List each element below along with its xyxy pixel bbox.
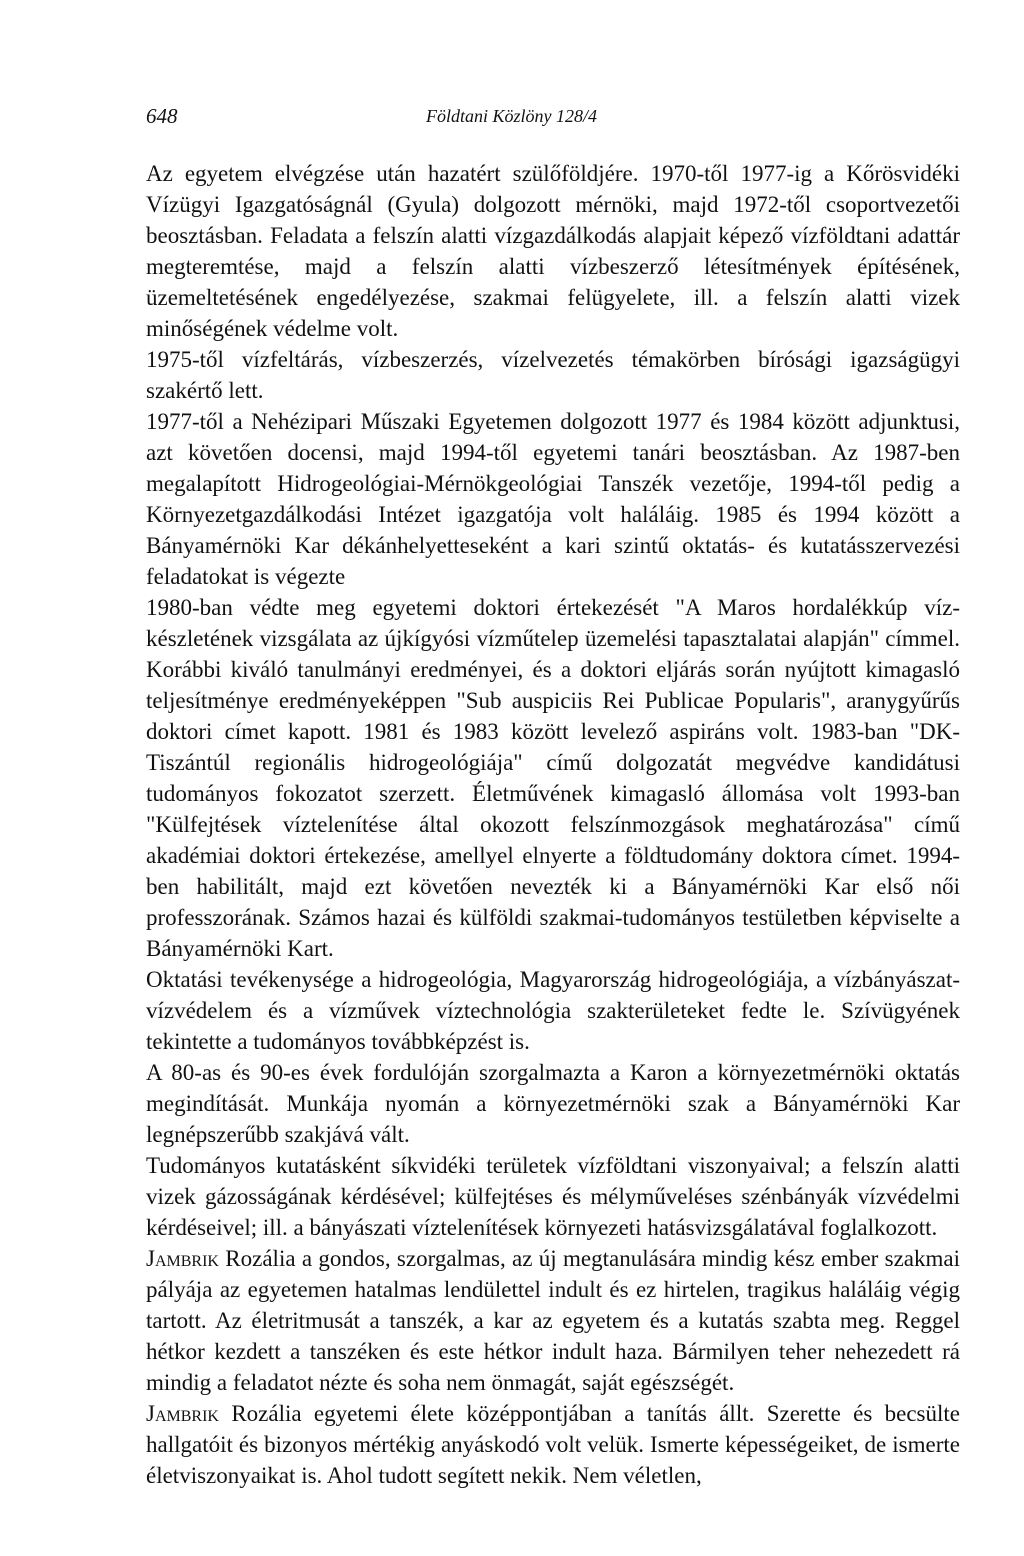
paragraph: Oktatási tevékenysége a hidrogeológia, Magyarország hidrogeológiája, a vízbányászat-vízvédelem és a vízművek víztechnológia szakterületeket fedte le. Szívügyének tekintette a tudományos továbbképzést is. [146,967,960,1054]
paragraph: 1975-től vízfeltárás, vízbeszerzés, vízelvezetés témakörben bírósági igazságügyi szakértő lett. [146,347,960,403]
document-page [146,104,960,1491]
page-number: 648 [146,104,178,128]
paragraph-text: Rozália egyetemi élete középpontjában a tanítás állt. Szerette és becsülte hallgatóit és bizonyos mértékig anyáskodó volt velük. Ismerte képességeiket, de ismerte életviszonyaikat is. Ahol tudott segített nekik. Nem véletlen, [146,1401,960,1488]
paragraph [146,1243,960,1398]
surname-smallcaps: Jambrik [146,1401,219,1426]
paragraph: Az egyetem elvégzése után hazatért szülőföldjére. 1970-től 1977-ig a Kőrösvidéki Vízügyi Igazgatóságnál (Gyula) dolgozott mérnöki, majd 1972-től csoportvezetői beosztásban. Feladata a felszín alatti vízgazdálkodás alapjait képező vízföldtani adattár megteremtése, majd a felszín alatti vízbeszerző létesítmények építésének, üzemeltetésének engedélyezése, szakmai felügyelete, ill. a felszín alatti vizek minőségének védelme volt. [146,161,960,341]
paragraph [146,1398,960,1491]
paragraph-text: Rozália a gondos, szorgalmas, az új megtanulására mindig kész ember szakmai pályája az egyetemen hatalmas lendülettel indult és ez hirtelen, tragikus haláláig végig tartott. Az életritmusát a tanszék, a kar az egyetem és a kutatás szabta meg. Reggel hétkor kezdett a tanszéken és este hétkor indult haza. Bármilyen teher nehezedett rá mindig a feladatot nézte és soha nem önmagát, saját egészségét. [146,1246,960,1395]
paragraph: A 80-as és 90-es évek fordulóján szorgalmazta a Karon a környezetmérnöki oktatás megindítását. Munkája nyomán a környezetmérnöki szak a Bányamérnöki Kar legnépszerűbb szakjává vált. [146,1060,960,1147]
paragraph: 1977-től a Nehézipari Műszaki Egyetemen dolgozott 1977 és 1984 között adjunktusi, azt követően docensi, majd 1994-től egyetemi tanári beosztásban. Az 1987-ben megalapított Hidrogeológiai-Mérnökgeológiai Tanszék vezetője, 1994-től pedig a Környezetgazdálkodási Intézet igazgatója volt haláláig. 1985 és 1994 között a Bányamérnöki Kar dékánhelyetteseként a kari szintű oktatás- és kutatásszervezési feladatokat is végezte [146,409,960,589]
surname-smallcaps: Jambrik [146,1246,219,1271]
paragraph: 1980-ban védte meg egyetemi doktori értekezését "A Maros hordalékkúp vízkészletének vizsgálata az újkígyósi vízműtelep üzemelési tapasztalatai alapján" címmel. Korábbi kiváló tanulmányi eredményei, és a doktori eljárás során nyújtott kimagasló teljesítménye eredményeképpen "Sub auspiciis Rei Publicae Popularis", aranygyűrűs doktori címet kapott. 1981 és 1983 között levelező aspiráns volt. 1983-ban "DK-Tiszántúl regionális hidrogeológiája" című dolgozatát megvédve kandidátusi tudományos fokozatot szerzett. Életművének kimagasló állomása volt 1993-ban "Külfejtések víztelenítése által okozott felszínmozgások meghatározása" című akadémiai doktori értekezése, amellyel elnyerte a földtudomány doktora címet. 1994-ben habilitált, majd ezt követően nevezték ki a Bányamérnöki Kar első női professzorának. Számos hazai és külföldi szakmai-tudományos testületben képviselte a Bányamérnöki Kart. [146,595,960,961]
paragraph: Tudományos kutatásként síkvidéki területek vízföldtani viszonyaival; a felszín alatti vizek gázosságának kérdésével; külfejtéses és mélyműveléses szénbányák vízvédelmi kérdéseivel; ill. a bányászati víztelenítések környezeti hatásvizsgálatával foglalkozott. [146,1153,960,1240]
article-body [146,158,960,1491]
running-header [146,104,960,134]
journal-title: Földtani Közlöny 128/4 [426,106,597,126]
